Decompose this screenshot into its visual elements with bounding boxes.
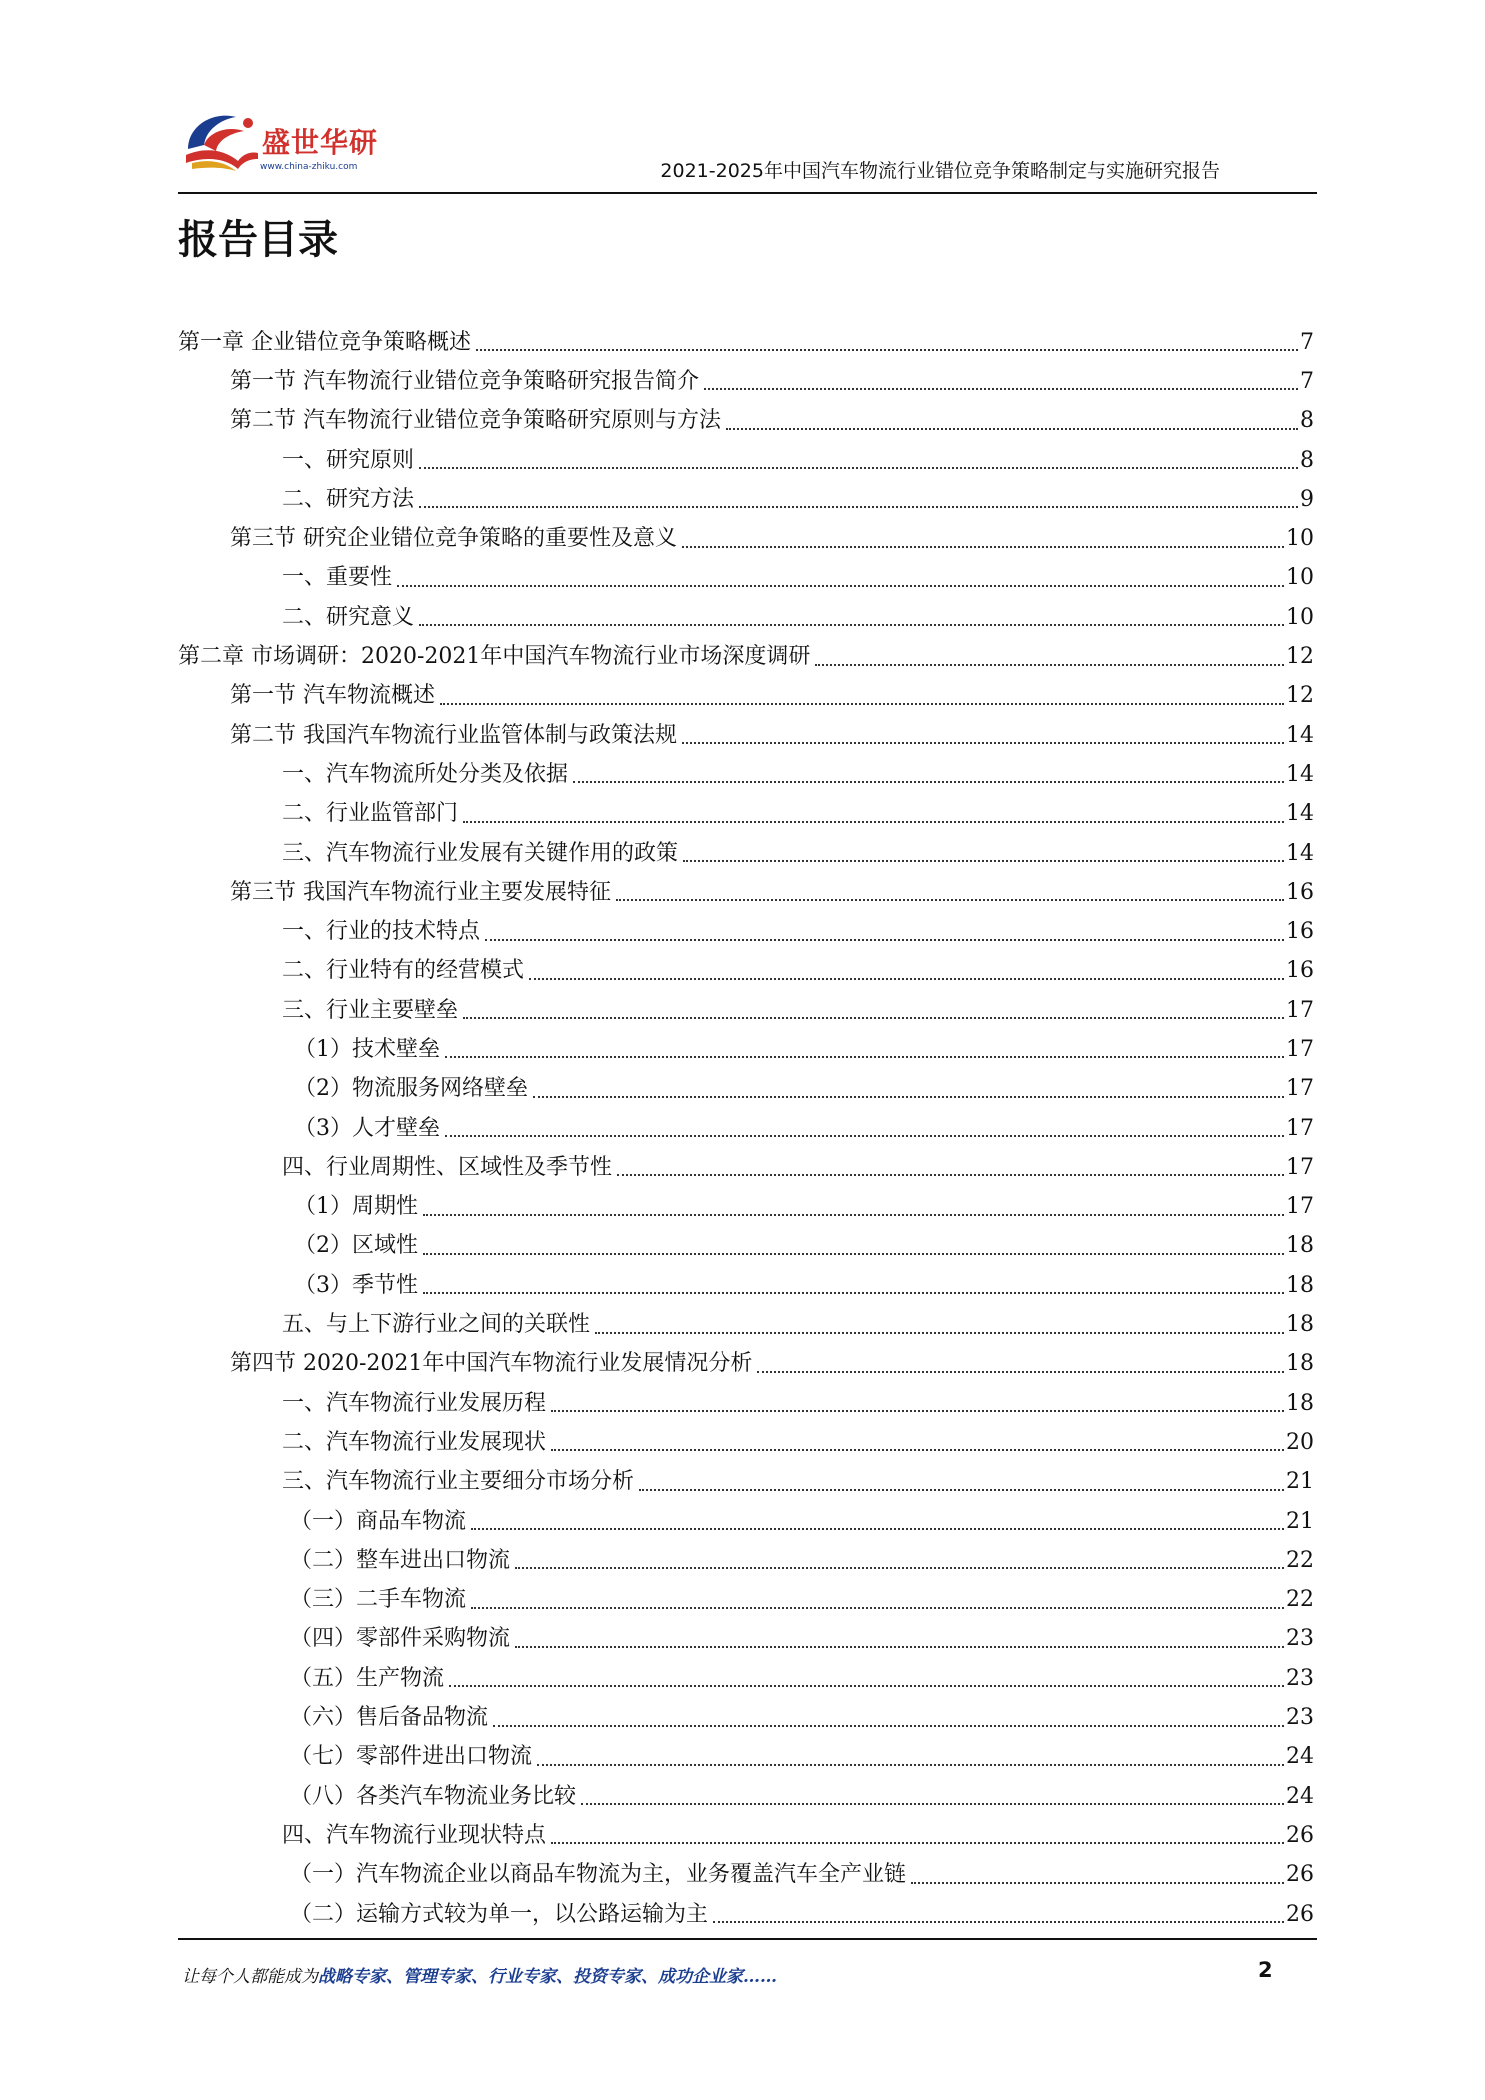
- toc-entry-page: 12: [1286, 644, 1314, 670]
- logo-emblem-icon: [178, 103, 262, 183]
- toc-entry[interactable]: [178, 1738, 1314, 1777]
- toc-entry-page: 12: [1286, 683, 1314, 709]
- toc-entry[interactable]: [178, 1188, 1314, 1227]
- toc-dot-leader: [537, 1763, 1284, 1766]
- toc-dot-leader: [445, 1134, 1284, 1137]
- toc-entry-page: 9: [1300, 486, 1314, 512]
- toc-entry-page: 18: [1286, 1272, 1314, 1298]
- toc-dot-leader: [493, 1724, 1284, 1727]
- toc-entry[interactable]: [178, 1384, 1314, 1423]
- toc-entry-title: 第一章 企业错位竞争策略概述: [178, 332, 474, 354]
- company-logo: [178, 103, 388, 183]
- toc-entry-page: 17: [1286, 1154, 1314, 1180]
- toc-entry-page: 24: [1286, 1783, 1314, 1809]
- toc-entry-page: 14: [1286, 801, 1314, 827]
- toc-dot-leader: [551, 1448, 1284, 1451]
- footer-slogan: [182, 1962, 777, 1987]
- table-of-contents: [178, 323, 1314, 1934]
- page-number: 2: [1258, 1958, 1273, 1982]
- toc-entry[interactable]: [178, 1070, 1314, 1109]
- toc-entry-title: 第二节 汽车物流行业错位竞争策略研究原则与方法: [230, 410, 724, 432]
- toc-entry-page: 17: [1286, 1194, 1314, 1220]
- toc-entry-page: 14: [1286, 761, 1314, 787]
- toc-entry-title: 一、研究原则: [282, 450, 417, 472]
- toc-entry[interactable]: [178, 1305, 1314, 1344]
- toc-entry-title: 一、行业的技术特点: [282, 921, 483, 943]
- toc-entry-page: 20: [1286, 1429, 1314, 1455]
- toc-entry-page: 22: [1286, 1587, 1314, 1613]
- toc-dot-leader: [485, 938, 1284, 941]
- toc-entry-title: 第二节 我国汽车物流行业监管体制与政策法规: [230, 725, 680, 747]
- toc-entry[interactable]: [178, 1345, 1314, 1384]
- toc-entry-title: （六）售后备品物流: [290, 1707, 491, 1729]
- toc-entry-page: 8: [1300, 408, 1314, 434]
- toc-entry-page: 17: [1286, 1036, 1314, 1062]
- toc-entry-title: （五）生产物流: [290, 1668, 447, 1690]
- toc-entry-page: 10: [1286, 526, 1314, 552]
- toc-dot-leader: [423, 1252, 1284, 1255]
- toc-entry[interactable]: [178, 1698, 1314, 1737]
- toc-dot-leader: [757, 1370, 1284, 1373]
- toc-dot-leader: [551, 1409, 1284, 1412]
- toc-entry-title: 一、汽车物流所处分类及依据: [282, 764, 571, 786]
- toc-entry[interactable]: [178, 402, 1314, 441]
- toc-entry-title: 五、与上下游行业之间的关联性: [282, 1314, 593, 1336]
- toc-entry-title: （二）整车进出口物流: [290, 1550, 513, 1572]
- toc-entry-title: （1）周期性: [294, 1196, 421, 1218]
- toc-entry-title: （2）区域性: [294, 1235, 421, 1257]
- toc-entry-title: 四、行业周期性、区域性及季节性: [282, 1157, 615, 1179]
- toc-entry[interactable]: [178, 1463, 1314, 1502]
- logo-url: www.china-zhiku.com: [260, 162, 358, 172]
- toc-entry-page: 10: [1286, 565, 1314, 591]
- toc-entry[interactable]: [178, 1659, 1314, 1698]
- toc-dot-leader: [616, 898, 1284, 901]
- toc-entry[interactable]: [178, 480, 1314, 519]
- slogan-suffix: ……: [743, 1967, 777, 1987]
- toc-entry-page: 22: [1286, 1547, 1314, 1573]
- toc-entry[interactable]: [178, 1227, 1314, 1266]
- toc-dot-leader: [471, 1606, 1284, 1609]
- toc-entry[interactable]: [178, 637, 1314, 676]
- toc-dot-leader: [397, 584, 1284, 587]
- toc-dot-leader: [682, 545, 1284, 548]
- toc-dot-leader: [581, 1802, 1284, 1805]
- toc-dot-leader: [423, 1291, 1284, 1294]
- toc-entry-page: 23: [1286, 1705, 1314, 1731]
- toc-entry-page: 21: [1286, 1508, 1314, 1534]
- toc-dot-leader: [471, 1527, 1284, 1530]
- toc-dot-leader: [704, 387, 1298, 390]
- toc-dot-leader: [515, 1645, 1284, 1648]
- toc-entry[interactable]: [178, 1148, 1314, 1187]
- toc-dot-leader: [476, 348, 1298, 351]
- toc-entry[interactable]: [178, 1109, 1314, 1148]
- toc-entry-page: 18: [1286, 1390, 1314, 1416]
- toc-entry-page: 26: [1286, 1862, 1314, 1888]
- toc-entry-title: 一、汽车物流行业发展历程: [282, 1393, 549, 1415]
- toc-entry[interactable]: [178, 952, 1314, 991]
- toc-dot-leader: [419, 505, 1298, 508]
- toc-entry[interactable]: [178, 1502, 1314, 1541]
- header-divider: [178, 192, 1317, 194]
- toc-entry-page: 18: [1286, 1351, 1314, 1377]
- toc-dot-leader: [440, 702, 1284, 705]
- toc-entry-title: 三、汽车物流行业发展有关键作用的政策: [282, 843, 681, 865]
- toc-entry[interactable]: [178, 873, 1314, 912]
- footer-divider: [178, 1938, 1317, 1940]
- toc-entry-page: 16: [1286, 919, 1314, 945]
- toc-entry-title: 二、汽车物流行业发展现状: [282, 1432, 549, 1454]
- slogan-highlight: 战略专家、管理专家、行业专家、投资专家、成功企业家: [318, 1967, 743, 1987]
- toc-entry-title: （二）运输方式较为单一，以公路运输为主: [290, 1904, 711, 1926]
- toc-entry[interactable]: [178, 1541, 1314, 1580]
- toc-entry[interactable]: [178, 1266, 1314, 1305]
- toc-entry-page: 10: [1286, 604, 1314, 630]
- toc-entry-page: 17: [1286, 1076, 1314, 1102]
- toc-entry[interactable]: [178, 912, 1314, 951]
- toc-entry-page: 16: [1286, 958, 1314, 984]
- toc-entry-title: 三、汽车物流行业主要细分市场分析: [282, 1471, 637, 1493]
- toc-entry[interactable]: [178, 1777, 1314, 1816]
- toc-entry[interactable]: [178, 1816, 1314, 1855]
- toc-entry-title: （1）技术壁垒: [294, 1039, 443, 1061]
- toc-entry-page: 18: [1286, 1312, 1314, 1338]
- toc-dot-leader: [449, 1684, 1284, 1687]
- toc-dot-leader: [551, 1841, 1284, 1844]
- slogan-prefix: 让每个人都能成为: [182, 1967, 318, 1987]
- toc-dot-leader: [419, 623, 1284, 626]
- toc-entry-page: 24: [1286, 1744, 1314, 1770]
- toc-entry-page: 14: [1286, 722, 1314, 748]
- toc-entry-page: 21: [1286, 1469, 1314, 1495]
- toc-entry-title: （3）季节性: [294, 1275, 421, 1297]
- toc-entry-page: 14: [1286, 840, 1314, 866]
- toc-entry-title: 二、行业特有的经营模式: [282, 960, 527, 982]
- toc-entry-title: （四）零部件采购物流: [290, 1628, 513, 1650]
- toc-entry[interactable]: [178, 1423, 1314, 1462]
- toc-entry[interactable]: [178, 1581, 1314, 1620]
- toc-entry-title: 第三节 我国汽车物流行业主要发展特征: [230, 882, 614, 904]
- toc-entry-title: 一、重要性: [282, 567, 395, 589]
- toc-entry-title: 第一节 汽车物流行业错位竞争策略研究报告简介: [230, 371, 702, 393]
- toc-entry-title: （八）各类汽车物流业务比较: [290, 1786, 579, 1808]
- toc-dot-leader: [639, 1488, 1284, 1491]
- toc-entry[interactable]: [178, 362, 1314, 401]
- toc-entry-title: （一）商品车物流: [290, 1511, 469, 1533]
- toc-entry-title: （2）物流服务网络壁垒: [294, 1078, 531, 1100]
- toc-dot-leader: [515, 1566, 1284, 1569]
- toc-entry-title: （七）零部件进出口物流: [290, 1746, 535, 1768]
- toc-dot-leader: [463, 1016, 1284, 1019]
- toc-entry-title: （一）汽车物流企业以商品车物流为主，业务覆盖汽车全产业链: [290, 1864, 909, 1886]
- toc-entry[interactable]: [178, 323, 1314, 362]
- toc-entry-title: 二、研究意义: [282, 607, 417, 629]
- toc-entry[interactable]: [178, 1856, 1314, 1895]
- toc-entry[interactable]: [178, 441, 1314, 480]
- toc-entry[interactable]: [178, 677, 1314, 716]
- toc-entry[interactable]: [178, 991, 1314, 1030]
- toc-entry[interactable]: [178, 834, 1314, 873]
- toc-entry-title: （3）人才壁垒: [294, 1118, 443, 1140]
- toc-entry[interactable]: [178, 1620, 1314, 1659]
- toc-entry-page: 26: [1286, 1901, 1314, 1927]
- toc-entry[interactable]: [178, 755, 1314, 794]
- toc-entry-title: 二、研究方法: [282, 489, 417, 511]
- toc-entry[interactable]: [178, 559, 1314, 598]
- toc-dot-leader: [423, 1213, 1284, 1216]
- toc-entry-title: （三）二手车物流: [290, 1589, 469, 1611]
- toc-entry-title: 第一节 汽车物流概述: [230, 685, 438, 707]
- toc-dot-leader: [573, 780, 1284, 783]
- toc-entry[interactable]: [178, 598, 1314, 637]
- page-title: 报告目录: [178, 217, 338, 263]
- toc-entry[interactable]: [178, 716, 1314, 755]
- toc-dot-leader: [463, 820, 1284, 823]
- toc-dot-leader: [911, 1881, 1284, 1884]
- toc-dot-leader: [815, 663, 1284, 666]
- toc-entry-page: 8: [1300, 447, 1314, 473]
- toc-entry-page: 17: [1286, 997, 1314, 1023]
- toc-entry-title: 第三节 研究企业错位竞争策略的重要性及意义: [230, 528, 680, 550]
- toc-entry-title: 四、汽车物流行业现状特点: [282, 1825, 549, 1847]
- toc-entry-page: 7: [1300, 329, 1314, 355]
- toc-entry-page: 18: [1286, 1233, 1314, 1259]
- toc-entry-page: 16: [1286, 879, 1314, 905]
- toc-entry-title: 二、行业监管部门: [282, 803, 461, 825]
- toc-entry-page: 23: [1286, 1626, 1314, 1652]
- toc-entry-title: 第二章 市场调研：2020-2021年中国汽车物流行业市场深度调研: [178, 646, 813, 668]
- toc-dot-leader: [726, 427, 1298, 430]
- toc-dot-leader: [533, 1095, 1284, 1098]
- toc-dot-leader: [682, 741, 1284, 744]
- toc-dot-leader: [713, 1920, 1284, 1923]
- report-title: 2021-2025年中国汽车物流行业错位竞争策略制定与实施研究报告: [660, 160, 1220, 182]
- toc-entry-title: 第四节 2020-2021年中国汽车物流行业发展情况分析: [230, 1353, 755, 1375]
- toc-entry-page: 7: [1300, 368, 1314, 394]
- toc-dot-leader: [683, 859, 1284, 862]
- toc-entry-page: 17: [1286, 1115, 1314, 1141]
- toc-entry-page: 23: [1286, 1665, 1314, 1691]
- toc-entry-title: 三、行业主要壁垒: [282, 1000, 461, 1022]
- toc-dot-leader: [419, 466, 1298, 469]
- logo-name: 盛世华研: [262, 126, 379, 159]
- toc-dot-leader: [595, 1331, 1284, 1334]
- toc-entry[interactable]: [178, 519, 1314, 558]
- toc-entry[interactable]: [178, 795, 1314, 834]
- toc-entry[interactable]: [178, 1030, 1314, 1069]
- toc-entry[interactable]: [178, 1895, 1314, 1934]
- toc-dot-leader: [445, 1055, 1284, 1058]
- toc-dot-leader: [617, 1173, 1284, 1176]
- toc-dot-leader: [529, 977, 1284, 980]
- toc-entry-page: 26: [1286, 1822, 1314, 1848]
